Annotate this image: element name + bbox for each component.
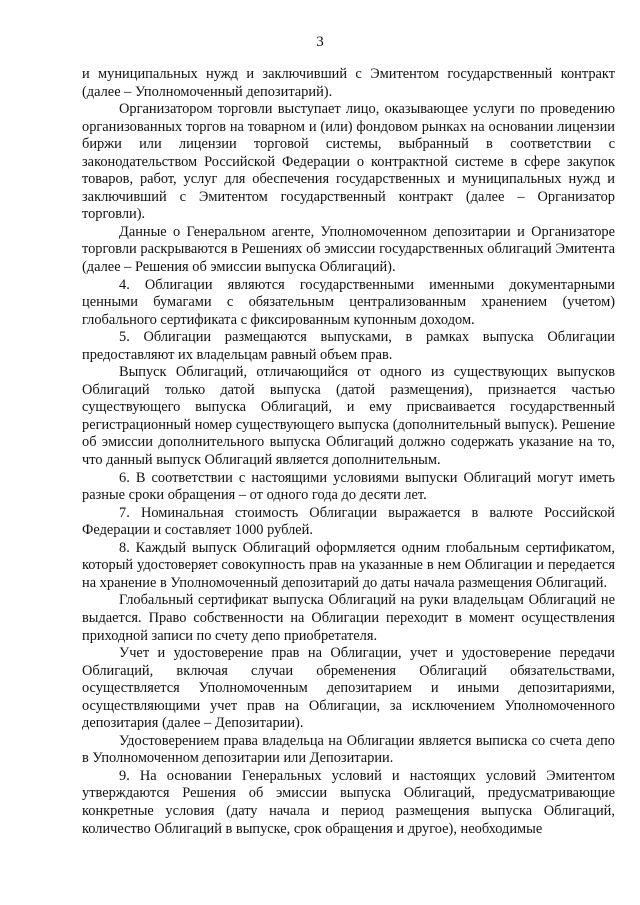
paragraph-disclosure: Данные о Генеральном агенте, Уполномоченном депозитарии и Организаторе торговли раскрываются в Решениях об эмиссии государственных облигаций Эмитента (далее – Решения об эмиссии выпуска Облигаций). (82, 223, 615, 276)
paragraph-clause-9: 9. На основании Генеральных условий и настоящих условий Эмитентом утверждаются Решения об эмиссии выпуска Облигаций, предусматривающие конкретные условия (дату начала и период размещения выпуска Облигаций, количество Облигаций в выпуске, срок обращения и другое), необходимые (82, 767, 615, 837)
paragraph-clause-6: 6. В соответствии с настоящими условиями выпуски Облигаций могут иметь разные сроки обращения – от одного года до десяти лет. (82, 469, 615, 504)
paragraph-clause-8: 8. Каждый выпуск Облигаций оформляется одним глобальным сертификатом, который удостоверяет совокупность прав на указанные в нем Облигации и передается на хранение в Уполномоченный депозитарий до даты начала размещения Облигаций. (82, 539, 615, 591)
paragraph-global-certificate: Глобальный сертификат выпуска Облигаций на руки владельцам Облигаций не выдается. Право собственности на Облигации переходит в момент осуществления приходной записи по счету депо приобретателя. (82, 592, 615, 644)
paragraph-rights-certification: Удостоверением права владельца на Облигации является выписка со счета депо в Уполномоченном депозитарии или Депозитарии. (82, 732, 615, 767)
paragraph-clause-4: 4. Облигации являются государственными именными документарными ценными бумагами с обязательным централизованным хранением (учетом) глобального сертификата с фиксированным купонным доходом. (82, 276, 615, 328)
paragraph-organizer: Организатором торговли выступает лицо, оказывающее услуги по проведению организованных торгов на товарном и (или) фондовом рынках на основании лицензии биржи или лицензии торговой системы, выбранный в соответствии с законодательством Российской Федерации о контрактной системе в сфере закупок товаров, работ, услуг для обеспечения государственных и муниципальных нужд и заключивший с Эмитентом государственный контракт (далее – Организатор торговли). (82, 101, 615, 223)
page-number: 3 (316, 34, 324, 50)
paragraph-additional-issue: Выпуск Облигаций, отличающийся от одного из существующих выпусков Облигаций только датой выпуска (датой размещения), признается частью существующего выпуска Облигаций, и ему присваивается государственный регистрационный номер существующего выпуска (дополнительный выпуск). Решение об эмиссии дополнительного выпуска Облигаций должно содержать указание на то, что данный выпуск Облигаций является дополнительным. (82, 364, 615, 469)
paragraph-clause-7: 7. Номинальная стоимость Облигации выражается в валюте Российской Федерации и составляет 1000 рублей. (82, 504, 615, 539)
paragraph-rights-accounting: Учет и удостоверение прав на Облигации, учет и удостоверение передачи Облигаций, включая случаи обременения Облигаций обязательствами, осуществляется Уполномоченным депозитарием и иными депозитариями, осуществляющими учет прав на Облигации, за исключением Уполномоченного депозитария (далее – Депозитарии). (82, 645, 615, 732)
document-body (82, 66, 615, 838)
paragraph-continuation: и муниципальных нужд и заключивший с Эмитентом государственный контракт (далее – Уполномоченный депозитарий). (82, 66, 615, 100)
paragraph-clause-5: 5. Облигации размещаются выпусками, в рамках выпуска Облигации предоставляют их владельцам равный объем прав. (82, 329, 615, 363)
